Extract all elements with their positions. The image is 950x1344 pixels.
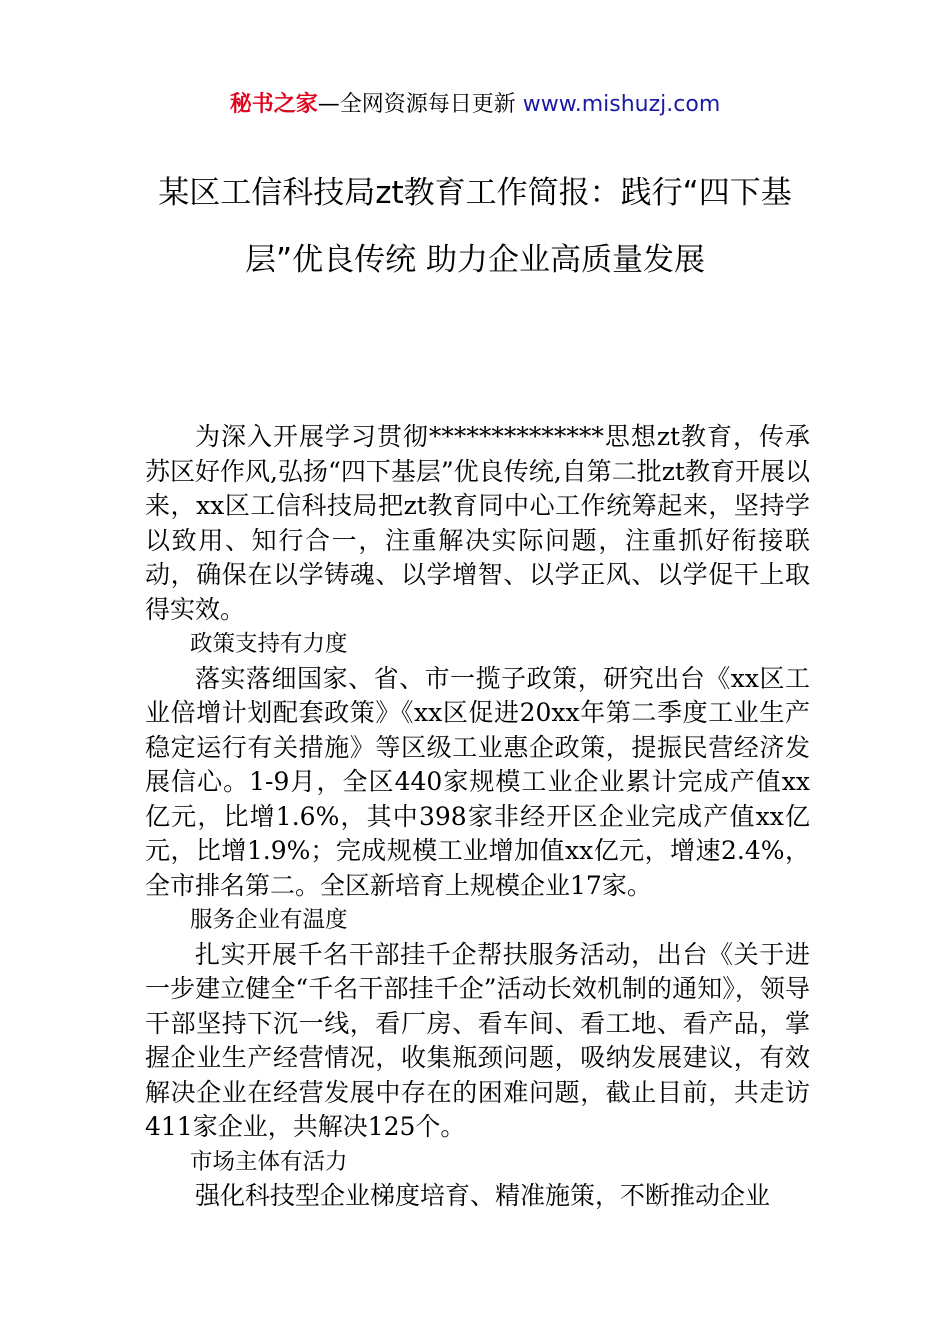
section-heading-market: 市场主体有活力 [190, 1148, 348, 1175]
service-paragraph: 扎实开展千名干部挂千企帮扶服务活动，出台《关于进一步建立健全“千名干部挂千企”活动长效机制的通知》，领导干部坚持下沉一线，看厂房、看车间、看工地、看产品，掌握企业生产经营情况，收集瓶颈问题，吸纳发展建议，有效解决企业在经营发展中存在的困难问题，截止目前，共走访411家企业，共解决125个。 [145, 939, 810, 1141]
market-paragraph: 强化科技型企业梯度培育、精准施策，不断推动企业 [195, 1181, 771, 1210]
intro-paragraph: 为深入开展学习贯彻**************思想zt教育，传承苏区好作风,弘扬“四下基层”优良传统,自第二批zt教育开展以来，xx区工信科技局把zt教育同中心工作统筹起来，坚持学以致用、知行合一，注重解决实际问题，注重抓好衔接联动，确保在以学铸魂、以学增智、以学正风、以学促干上取得实效。 [145, 422, 810, 624]
policy-paragraph: 落实落细国家、省、市一揽子政策，研究出台《xx区工业倍增计划配套政策》《xx区促进20xx年第二季度工业生产稳定运行有关措施》等区级工业惠企政策，提振民营经济发展信心。1-9月，全区440家规模工业企业累计完成产值xx亿元，比增1.6%，其中398家非经开区企业完成产值xx亿元，比增1.9%；完成规模工业增加值xx亿元，增速2.4%，全市排名第二。全区新培育上规模企业17家。 [145, 663, 810, 900]
site-link[interactable]: www.mishuzj.com [522, 92, 721, 117]
header-tagline: —全网资源每日更新 [317, 92, 523, 117]
document-body [145, 420, 810, 1214]
brand-name: 秘书之家 [229, 92, 318, 117]
site-header [0, 88, 950, 122]
section-heading-policy: 政策支持有力度 [190, 631, 348, 657]
document-title: 某区工信科技局zt教育工作简报：践行“四下基层”优良传统 助力企业高质量发展 [158, 175, 792, 278]
section-heading-service: 服务企业有温度 [190, 907, 348, 933]
